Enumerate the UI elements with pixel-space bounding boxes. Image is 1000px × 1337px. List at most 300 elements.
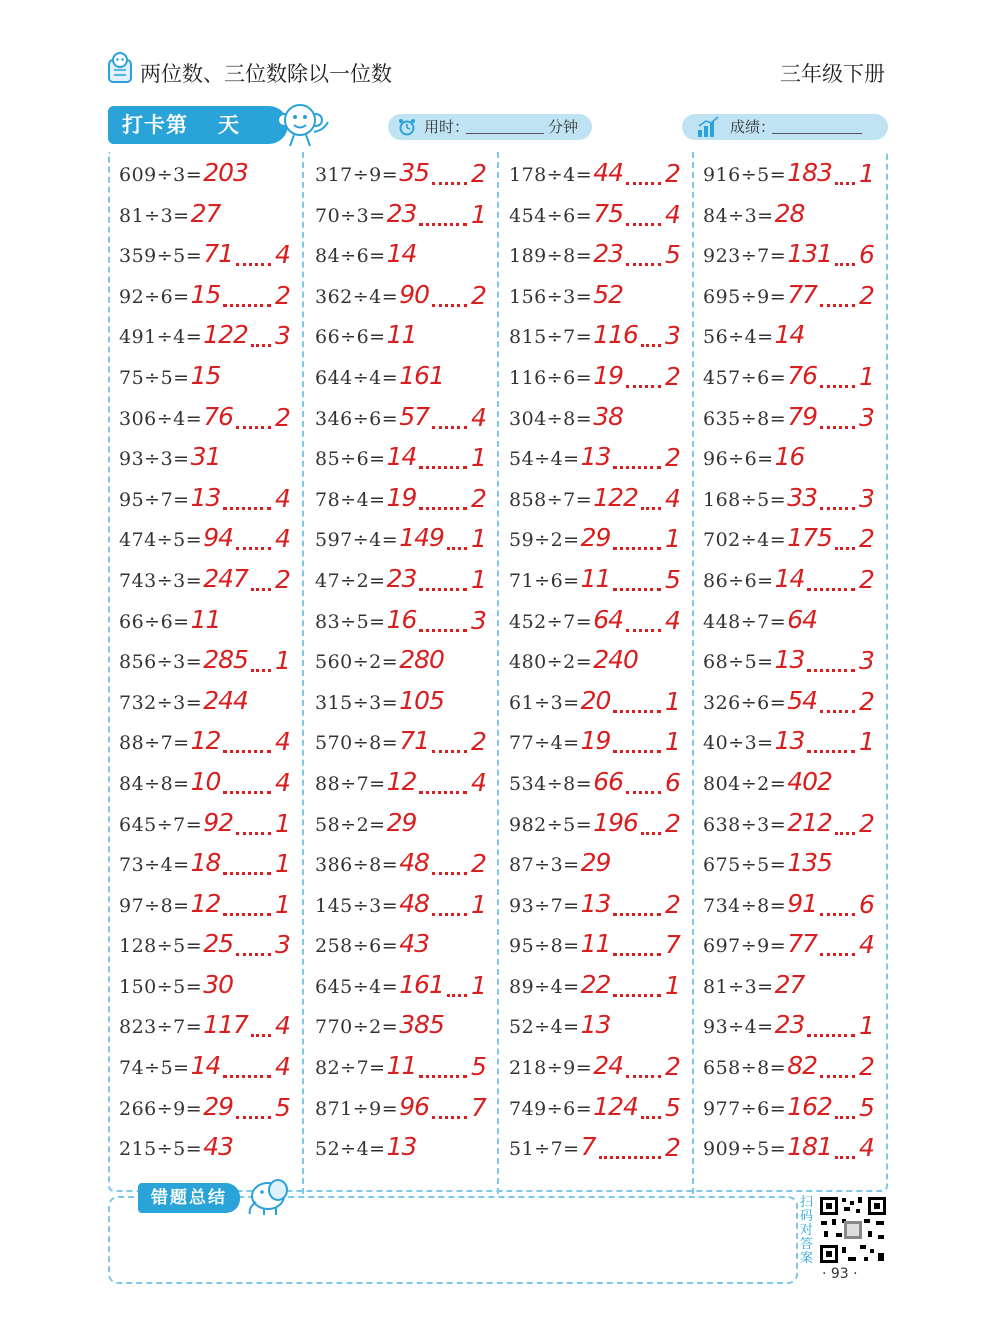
handwritten-answer: 14 — [190, 1051, 221, 1081]
problem-row — [703, 970, 893, 1011]
problem-question: 71÷6= — [509, 569, 580, 592]
remainder-dots — [251, 584, 271, 591]
handwritten-remainder: 2 — [859, 280, 875, 310]
handwritten-answer: 385 — [399, 1010, 444, 1040]
handwritten-answer: 124 — [593, 1091, 638, 1121]
problem-question: 86÷6= — [703, 569, 774, 592]
handwritten-answer: 7 — [580, 1132, 596, 1162]
problem-row — [703, 1051, 893, 1092]
handwritten-remainder: 2 — [471, 849, 487, 879]
problem-row — [315, 605, 505, 646]
handwritten-answer: 27 — [190, 198, 221, 228]
problem-question: 560÷2= — [315, 651, 399, 674]
handwritten-answer: 18 — [190, 848, 221, 878]
problem-question: 480÷2= — [509, 651, 593, 674]
handwritten-remainder: 1 — [859, 361, 875, 391]
handwritten-remainder: 1 — [665, 727, 681, 757]
problem-question: 732÷3= — [119, 691, 203, 714]
problem-question: 84÷3= — [703, 204, 774, 227]
remainder-dots — [419, 584, 467, 591]
handwritten-answer: 27 — [774, 969, 805, 999]
problem-question: 73÷4= — [119, 854, 190, 877]
problem-question: 92÷6= — [119, 285, 190, 308]
problem-question: 59÷2= — [509, 529, 580, 552]
handwritten-remainder: 2 — [665, 159, 681, 188]
problem-row — [119, 929, 309, 970]
handwritten-remainder: 4 — [275, 727, 291, 757]
monkey-mascot-icon — [276, 100, 330, 148]
remainder-dots — [432, 868, 467, 875]
score-label: 成绩： — [730, 118, 776, 136]
remainder-dots — [613, 706, 661, 713]
handwritten-answer: 131 — [787, 239, 832, 269]
handwritten-remainder: 2 — [665, 361, 681, 391]
problem-row — [315, 239, 505, 280]
remainder-dots — [223, 746, 271, 753]
problem-question: 923÷7= — [703, 245, 787, 268]
handwritten-answer: 71 — [399, 726, 430, 756]
problem-question: 96÷6= — [703, 448, 774, 471]
checkin-tab — [108, 106, 288, 144]
problem-question: 93÷4= — [703, 1016, 774, 1039]
remainder-dots — [613, 990, 661, 997]
handwritten-remainder: 1 — [471, 564, 487, 594]
handwritten-remainder: 1 — [275, 646, 291, 676]
problem-row — [509, 767, 699, 808]
handwritten-remainder: 4 — [859, 930, 875, 960]
handwritten-answer: 15 — [190, 360, 221, 390]
problem-row — [119, 889, 309, 930]
problem-column-2 — [315, 158, 505, 1173]
remainder-dots — [432, 746, 467, 753]
handwritten-answer: 12 — [190, 726, 221, 756]
problem-question: 306÷4= — [119, 407, 203, 430]
handwritten-answer: 23 — [774, 1010, 805, 1040]
problem-row — [315, 402, 505, 443]
problem-row — [119, 848, 309, 889]
problem-row — [509, 280, 699, 321]
problem-row — [315, 767, 505, 808]
problem-question: 168÷5= — [703, 488, 787, 511]
remainder-dots — [641, 340, 661, 347]
handwritten-answer: 76 — [787, 360, 818, 390]
handwritten-remainder: 4 — [275, 240, 291, 270]
remainder-dots — [626, 259, 661, 266]
handwritten-answer: 11 — [580, 563, 611, 593]
problem-row — [509, 1010, 699, 1051]
handwritten-answer: 77 — [787, 929, 818, 959]
handwritten-answer: 22 — [580, 969, 611, 999]
problem-row — [119, 442, 309, 483]
problem-question: 909÷5= — [703, 1138, 787, 1161]
problem-question: 51÷7= — [509, 1138, 580, 1161]
handwritten-answer: 162 — [787, 1091, 832, 1121]
handwritten-answer: 79 — [787, 401, 818, 431]
remainder-dots — [447, 543, 467, 550]
handwritten-answer: 28 — [774, 198, 805, 228]
handwritten-answer: 15 — [190, 279, 221, 309]
problem-question: 695÷9= — [703, 285, 787, 308]
problem-row — [703, 483, 893, 524]
handwritten-answer: 11 — [386, 1051, 417, 1081]
problem-question: 386÷8= — [315, 854, 399, 877]
remainder-dots — [613, 584, 661, 591]
remainder-dots — [807, 746, 855, 753]
remainder-dots — [613, 909, 661, 916]
handwritten-remainder: 2 — [471, 280, 487, 310]
problem-question: 70÷3= — [315, 204, 386, 227]
handwritten-answer: 94 — [203, 523, 234, 553]
problem-question: 317÷9= — [315, 164, 399, 186]
handwritten-answer: 16 — [774, 442, 805, 472]
remainder-dots — [432, 909, 467, 916]
remainder-dots — [641, 503, 661, 510]
handwritten-remainder: 3 — [275, 321, 291, 351]
remainder-dots — [835, 178, 855, 185]
remainder-dots — [599, 1152, 661, 1159]
handwritten-remainder: 2 — [859, 1052, 875, 1082]
handwritten-remainder: 4 — [275, 483, 291, 513]
problem-question: 47÷2= — [315, 569, 386, 592]
handwritten-remainder: 1 — [859, 1011, 875, 1041]
remainder-dots — [223, 787, 271, 794]
problem-question: 218÷9= — [509, 1057, 593, 1080]
handwritten-remainder: 2 — [665, 1133, 681, 1163]
handwritten-answer: 90 — [399, 279, 430, 309]
problem-row — [509, 726, 699, 767]
problem-row — [315, 970, 505, 1011]
handwritten-answer: 14 — [386, 239, 417, 269]
page-number: · 93 · — [822, 1266, 858, 1282]
problem-row — [315, 361, 505, 402]
handwritten-answer: 13 — [580, 1010, 611, 1040]
handwritten-answer: 43 — [203, 1132, 234, 1162]
problem-row — [509, 929, 699, 970]
handwritten-answer: 35 — [399, 158, 430, 187]
remainder-dots — [236, 543, 271, 550]
handwritten-remainder: 4 — [275, 1011, 291, 1041]
problem-row — [509, 523, 699, 564]
remainder-dots — [626, 1071, 661, 1078]
problem-question: 84÷6= — [315, 245, 386, 268]
qr-label: 扫码对答案 — [800, 1195, 814, 1266]
handwritten-answer: 57 — [399, 401, 430, 431]
problem-question: 645÷4= — [315, 975, 399, 998]
problem-question: 304÷8= — [509, 407, 593, 430]
problem-question: 454÷6= — [509, 204, 593, 227]
handwritten-remainder: 2 — [859, 686, 875, 716]
problem-row — [315, 645, 505, 686]
problem-row — [315, 1132, 505, 1173]
remainder-dots — [835, 1152, 855, 1159]
problem-question: 474÷5= — [119, 529, 203, 552]
problem-question: 534÷8= — [509, 772, 593, 795]
remainder-dots — [236, 828, 271, 835]
remainder-dots — [626, 787, 661, 794]
handwritten-answer: 96 — [399, 1091, 430, 1121]
handwritten-remainder: 1 — [275, 808, 291, 838]
problem-row — [509, 158, 699, 199]
problem-row — [315, 1092, 505, 1133]
problem-row — [509, 970, 699, 1011]
problem-question: 491÷4= — [119, 326, 203, 349]
handwritten-answer: 12 — [190, 888, 221, 918]
remainder-dots — [835, 259, 855, 266]
problem-question: 189÷8= — [509, 245, 593, 268]
problem-question: 770÷2= — [315, 1016, 399, 1039]
problem-row — [703, 402, 893, 443]
problem-question: 97÷8= — [119, 894, 190, 917]
page-title: 两位数、三位数除以一位数 — [140, 62, 392, 86]
remainder-dots — [236, 1112, 271, 1119]
problem-row — [315, 442, 505, 483]
problem-row — [703, 645, 893, 686]
problem-row — [509, 199, 699, 240]
handwritten-answer: 212 — [787, 807, 832, 837]
problem-row — [703, 1132, 893, 1173]
handwritten-remainder: 1 — [665, 970, 681, 1000]
handwritten-remainder: 2 — [275, 402, 291, 432]
remainder-dots — [641, 1112, 661, 1119]
problem-question: 697÷9= — [703, 935, 787, 958]
problem-question: 178÷4= — [509, 164, 593, 186]
remainder-dots — [432, 1112, 467, 1119]
handwritten-remainder: 3 — [859, 646, 875, 676]
handwritten-answer: 10 — [190, 766, 221, 796]
problem-question: 128÷5= — [119, 935, 203, 958]
handwritten-answer: 402 — [787, 766, 832, 796]
handwritten-remainder: 1 — [275, 889, 291, 919]
problem-row — [509, 808, 699, 849]
mistakes-summary-label: 错题总结 — [138, 1183, 240, 1213]
handwritten-answer: 161 — [399, 360, 444, 390]
problem-question: 570÷8= — [315, 732, 399, 755]
remainder-dots — [835, 828, 855, 835]
book-mascot-icon — [106, 50, 134, 84]
problem-row — [509, 889, 699, 930]
handwritten-remainder: 1 — [471, 970, 487, 1000]
handwritten-remainder: 3 — [859, 483, 875, 513]
handwritten-answer: 29 — [203, 1091, 234, 1121]
handwritten-answer: 92 — [203, 807, 234, 837]
remainder-dots — [613, 462, 661, 469]
problem-question: 68÷5= — [703, 651, 774, 674]
handwritten-answer: 161 — [399, 969, 444, 999]
handwritten-answer: 31 — [190, 442, 221, 472]
handwritten-answer: 13 — [386, 1132, 417, 1162]
handwritten-answer: 64 — [787, 604, 818, 634]
problem-row — [315, 686, 505, 727]
problem-question: 359÷5= — [119, 245, 203, 268]
problem-row — [315, 523, 505, 564]
problem-question: 58÷2= — [315, 813, 386, 836]
problem-row — [119, 280, 309, 321]
problem-question: 645÷7= — [119, 813, 203, 836]
problem-question: 87÷3= — [509, 854, 580, 877]
handwritten-answer: 48 — [399, 888, 430, 918]
problem-question: 77÷4= — [509, 732, 580, 755]
remainder-dots — [626, 178, 661, 185]
handwritten-answer: 13 — [580, 442, 611, 472]
problem-row — [119, 726, 309, 767]
problem-question: 658÷8= — [703, 1057, 787, 1080]
handwritten-answer: 14 — [386, 442, 417, 472]
problem-row — [119, 483, 309, 524]
problem-row — [119, 767, 309, 808]
problem-row — [703, 280, 893, 321]
handwritten-answer: 71 — [203, 239, 234, 269]
handwritten-answer: 66 — [593, 766, 624, 796]
problem-row — [703, 523, 893, 564]
problem-row — [703, 564, 893, 605]
handwritten-remainder: 2 — [665, 443, 681, 473]
problem-question: 858÷7= — [509, 488, 593, 511]
elephant-icon — [244, 1176, 296, 1216]
remainder-dots — [835, 543, 855, 550]
handwritten-answer: 247 — [203, 563, 248, 593]
remainder-dots — [419, 462, 467, 469]
handwritten-answer: 19 — [386, 482, 417, 512]
handwritten-answer: 117 — [203, 1010, 248, 1040]
problem-question: 326÷6= — [703, 691, 787, 714]
remainder-dots — [820, 381, 855, 388]
remainder-dots — [432, 422, 467, 429]
problem-row — [509, 605, 699, 646]
remainder-dots — [613, 746, 661, 753]
remainder-dots — [223, 909, 271, 916]
remainder-dots — [820, 422, 855, 429]
qr-code-icon[interactable] — [818, 1195, 888, 1265]
handwritten-remainder: 2 — [471, 483, 487, 513]
handwritten-answer: 11 — [386, 320, 417, 350]
remainder-dots — [807, 665, 855, 672]
problem-question: 61÷3= — [509, 691, 580, 714]
problem-question: 56÷4= — [703, 326, 774, 349]
problem-row — [509, 361, 699, 402]
problem-row — [315, 564, 505, 605]
remainder-dots — [419, 787, 467, 794]
problem-question: 644÷4= — [315, 366, 399, 389]
problem-row — [703, 1092, 893, 1133]
problem-row — [703, 320, 893, 361]
handwritten-remainder: 2 — [275, 564, 291, 594]
handwritten-answer: 280 — [399, 645, 444, 675]
problem-row — [703, 767, 893, 808]
handwritten-remainder: 1 — [665, 686, 681, 716]
remainder-dots — [626, 219, 661, 226]
time-unit: 分钟 — [548, 118, 579, 136]
handwritten-answer: 91 — [787, 888, 818, 918]
handwritten-remainder: 2 — [859, 564, 875, 594]
remainder-dots — [236, 259, 271, 266]
score-field — [682, 114, 888, 140]
problem-row — [119, 1010, 309, 1051]
problem-row — [119, 361, 309, 402]
remainder-dots — [820, 909, 855, 916]
problem-row — [703, 239, 893, 280]
handwritten-remainder: 1 — [471, 524, 487, 554]
checkin-label-right: 天 — [218, 113, 240, 137]
problem-question: 823÷7= — [119, 1016, 203, 1039]
problem-question: 982÷5= — [509, 813, 593, 836]
handwritten-remainder: 2 — [471, 727, 487, 757]
problem-question: 83÷5= — [315, 610, 386, 633]
problem-row — [703, 686, 893, 727]
handwritten-answer: 44 — [593, 158, 624, 187]
handwritten-answer: 52 — [593, 279, 624, 309]
remainder-dots — [613, 949, 661, 956]
problem-question: 215÷5= — [119, 1138, 203, 1161]
handwritten-answer: 12 — [386, 766, 417, 796]
handwritten-answer: 13 — [774, 726, 805, 756]
problem-row — [315, 199, 505, 240]
time-blank[interactable] — [466, 133, 544, 134]
problem-question: 804÷2= — [703, 772, 787, 795]
problem-row — [703, 442, 893, 483]
problem-row — [509, 645, 699, 686]
remainder-dots — [820, 706, 855, 713]
problem-question: 702÷4= — [703, 529, 787, 552]
problem-row — [509, 402, 699, 443]
problem-question: 150÷5= — [119, 975, 203, 998]
problem-question: 977÷6= — [703, 1097, 787, 1120]
problem-row — [315, 483, 505, 524]
problem-row — [703, 808, 893, 849]
problem-question: 95÷7= — [119, 488, 190, 511]
handwritten-answer: 82 — [787, 1051, 818, 1081]
problem-question: 916÷5= — [703, 164, 787, 186]
handwritten-answer: 29 — [580, 523, 611, 553]
problem-question: 609÷3= — [119, 164, 203, 186]
score-blank[interactable] — [772, 133, 862, 134]
handwritten-remainder: 1 — [275, 849, 291, 879]
handwritten-answer: 29 — [386, 807, 417, 837]
problem-row — [703, 726, 893, 767]
problem-row — [119, 970, 309, 1011]
problem-question: 54÷4= — [509, 448, 580, 471]
problem-question: 743÷3= — [119, 569, 203, 592]
problem-question: 856÷3= — [119, 651, 203, 674]
problem-row — [509, 1051, 699, 1092]
problem-column-1 — [119, 158, 309, 1173]
handwritten-remainder: 4 — [275, 524, 291, 554]
handwritten-answer: 13 — [580, 888, 611, 918]
remainder-dots — [432, 300, 467, 307]
handwritten-answer: 54 — [787, 685, 818, 715]
handwritten-answer: 285 — [203, 645, 248, 675]
handwritten-answer: 23 — [386, 198, 417, 228]
problem-question: 89÷4= — [509, 975, 580, 998]
problem-row — [119, 402, 309, 443]
problem-question: 88÷7= — [315, 772, 386, 795]
handwritten-answer: 175 — [787, 523, 832, 553]
problem-row — [509, 320, 699, 361]
problem-question: 81÷3= — [119, 204, 190, 227]
problem-row — [119, 605, 309, 646]
problem-row — [509, 1132, 699, 1173]
handwritten-answer: 11 — [190, 604, 221, 634]
problem-row — [509, 564, 699, 605]
remainder-dots — [236, 422, 271, 429]
problem-row — [315, 848, 505, 889]
handwritten-remainder: 3 — [275, 930, 291, 960]
handwritten-remainder: 2 — [665, 889, 681, 919]
problem-row — [509, 686, 699, 727]
handwritten-answer: 244 — [203, 685, 248, 715]
problem-row — [315, 889, 505, 930]
problem-question: 52÷4= — [509, 1016, 580, 1039]
handwritten-remainder: 5 — [275, 1092, 291, 1122]
